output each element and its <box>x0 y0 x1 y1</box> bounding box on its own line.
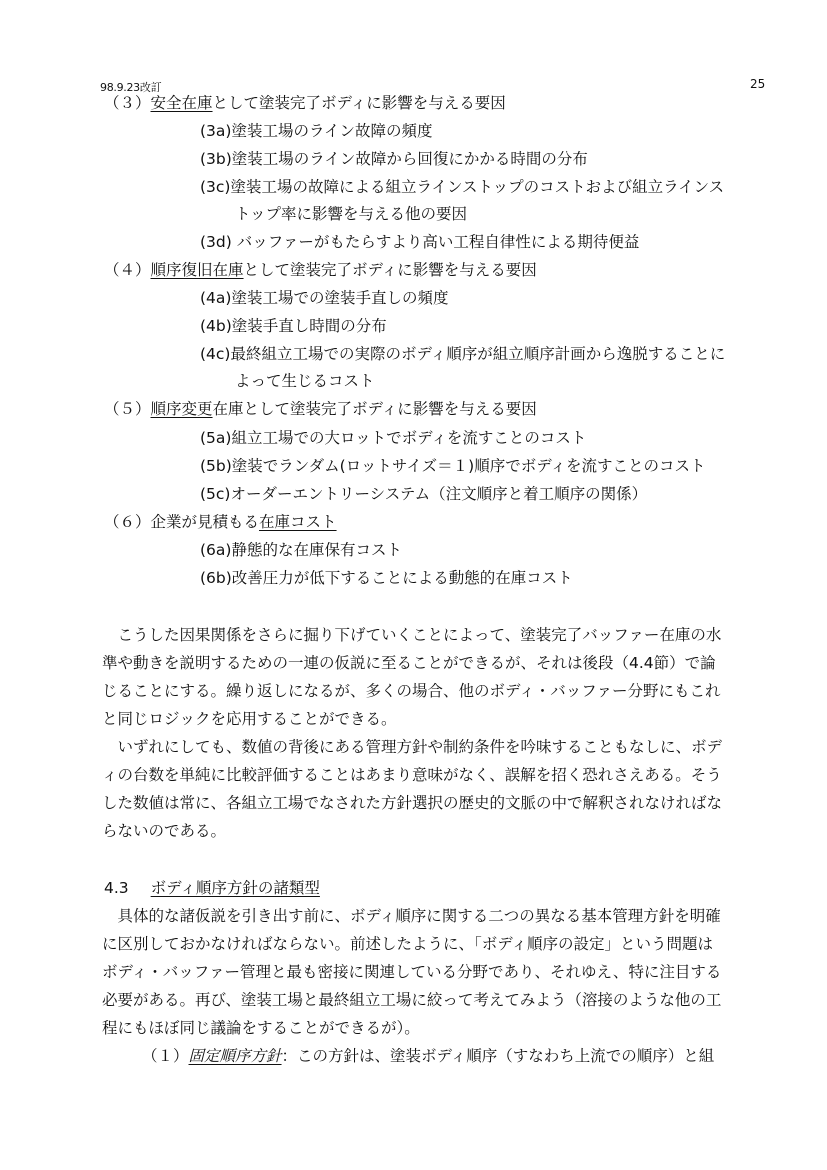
section-title: ボディ順序方針の諸類型 <box>150 879 320 897</box>
heading-text: 企業が見積もる <box>150 513 260 531</box>
paragraph-line: 準や動きを説明するための一連の仮説に至ることができるが、それは後段（4.4節）で論 <box>102 654 716 672</box>
list-item: (5c)オーダーエントリーシステム（注文順序と着工順序の関係） <box>200 485 648 503</box>
paragraph-line: と同じロジックを応用することができる。 <box>102 710 397 728</box>
page-number: 25 <box>750 77 766 91</box>
list-number: （６） <box>104 513 151 531</box>
policy-description: ：この方針は、塗装ボディ順序（すなわち上流での順序）と組 <box>281 1047 715 1065</box>
underlined-term: 順序復旧在庫 <box>150 261 244 279</box>
policy-term: 固定順序方針 <box>188 1047 282 1065</box>
paragraph-line: じることにする。繰り返しになるが、多くの場合、他のボディ・バッファー分野にもこれ <box>102 682 721 700</box>
section-heading <box>104 878 320 898</box>
paragraph-line: 具体的な諸仮説を引き出す前に、ボディ順序に関する二つの異なる基本管理方針を明確 <box>102 907 721 925</box>
underlined-term: 安全在庫 <box>150 94 213 112</box>
paragraph-line: こうした因果関係をさらに掘り下げていくことによって、塗装完了バッファー在庫の水 <box>102 626 722 644</box>
list-heading-6 <box>104 512 337 532</box>
underlined-term: 在庫コスト <box>259 513 337 531</box>
list-number: （１） <box>142 1047 189 1065</box>
heading-text: として塗装完了ボディに影響を与える要因 <box>243 261 537 279</box>
list-heading-3 <box>104 93 506 113</box>
heading-text: 在庫として塗装完了ボディに影響を与える要因 <box>212 400 537 418</box>
paragraph-line: した数値は常に、各組立工場でなされた方針選択の歴史的文脈の中で解釈されなければな <box>102 794 723 812</box>
paragraph-line: に区別しておかなければならない。前述したように、「ボディ順序の設定」という問題は <box>102 935 714 953</box>
list-number: （４） <box>104 261 151 279</box>
list-item: (3a)塗装工場のライン故障の頻度 <box>200 122 433 140</box>
list-item: (4b)塗装手直し時間の分布 <box>200 317 387 335</box>
list-item: (4c)最終組立工場での実際のボディ順序が組立順序計画から逸脱することに <box>200 345 726 363</box>
policy-line <box>142 1046 714 1066</box>
list-item-continuation: トップ率に影響を与える他の要因 <box>235 205 468 223</box>
list-item: (6b)改善圧力が低下することによる動態的在庫コスト <box>200 569 573 587</box>
header-date: 98.9.23改訂 <box>100 81 162 94</box>
paragraph-line: 程にもほぼ同じ議論をすることができるが）。 <box>102 1019 420 1037</box>
list-item-continuation: よって生じるコスト <box>235 372 375 390</box>
list-item: (3d) バッファーがもたらすより高い工程自律性による期待便益 <box>200 233 640 251</box>
list-item: (6a)静態的な在庫保有コスト <box>200 541 402 559</box>
heading-text: として塗装完了ボディに影響を与える要因 <box>212 94 506 112</box>
list-item: (5b)塗装でランダム(ロットサイズ＝１)順序でボディを流すことのコスト <box>200 457 706 475</box>
list-item: (3b)塗装工場のライン故障から回復にかかる時間の分布 <box>200 150 588 168</box>
paragraph-line: いずれにしても、数値の背後にある管理方針や制約条件を吟味することもなしに、ボデ <box>102 738 723 756</box>
section-number: 4.3 <box>104 879 129 897</box>
list-heading-4 <box>104 260 537 280</box>
list-number: （５） <box>104 400 151 418</box>
list-item: (5a)組立工場での大ロットでボディを流すことのコスト <box>200 429 587 447</box>
list-heading-5 <box>104 399 537 419</box>
paragraph-line: 必要がある。再び、塗装工場と最終組立工場に絞って考えてみよう（溶接のような他の工 <box>102 991 722 1009</box>
underlined-term: 順序変更 <box>150 400 213 418</box>
list-item: (3c)塗装工場の故障による組立ラインストップのコストおよび組立ラインス <box>200 178 725 196</box>
paragraph-line: らないのである。 <box>102 822 227 840</box>
paragraph-line: ィの台数を単純に比較評価することはあまり意味がなく、誤解を招く恐れさえある。そう <box>102 766 722 784</box>
list-item: (4a)塗装工場での塗装手直しの頻度 <box>200 289 449 307</box>
list-number: （３） <box>104 94 151 112</box>
paragraph-line: ボディ・バッファー管理と最も密接に関連している分野であり、それゆえ、特に注目する <box>102 963 722 981</box>
